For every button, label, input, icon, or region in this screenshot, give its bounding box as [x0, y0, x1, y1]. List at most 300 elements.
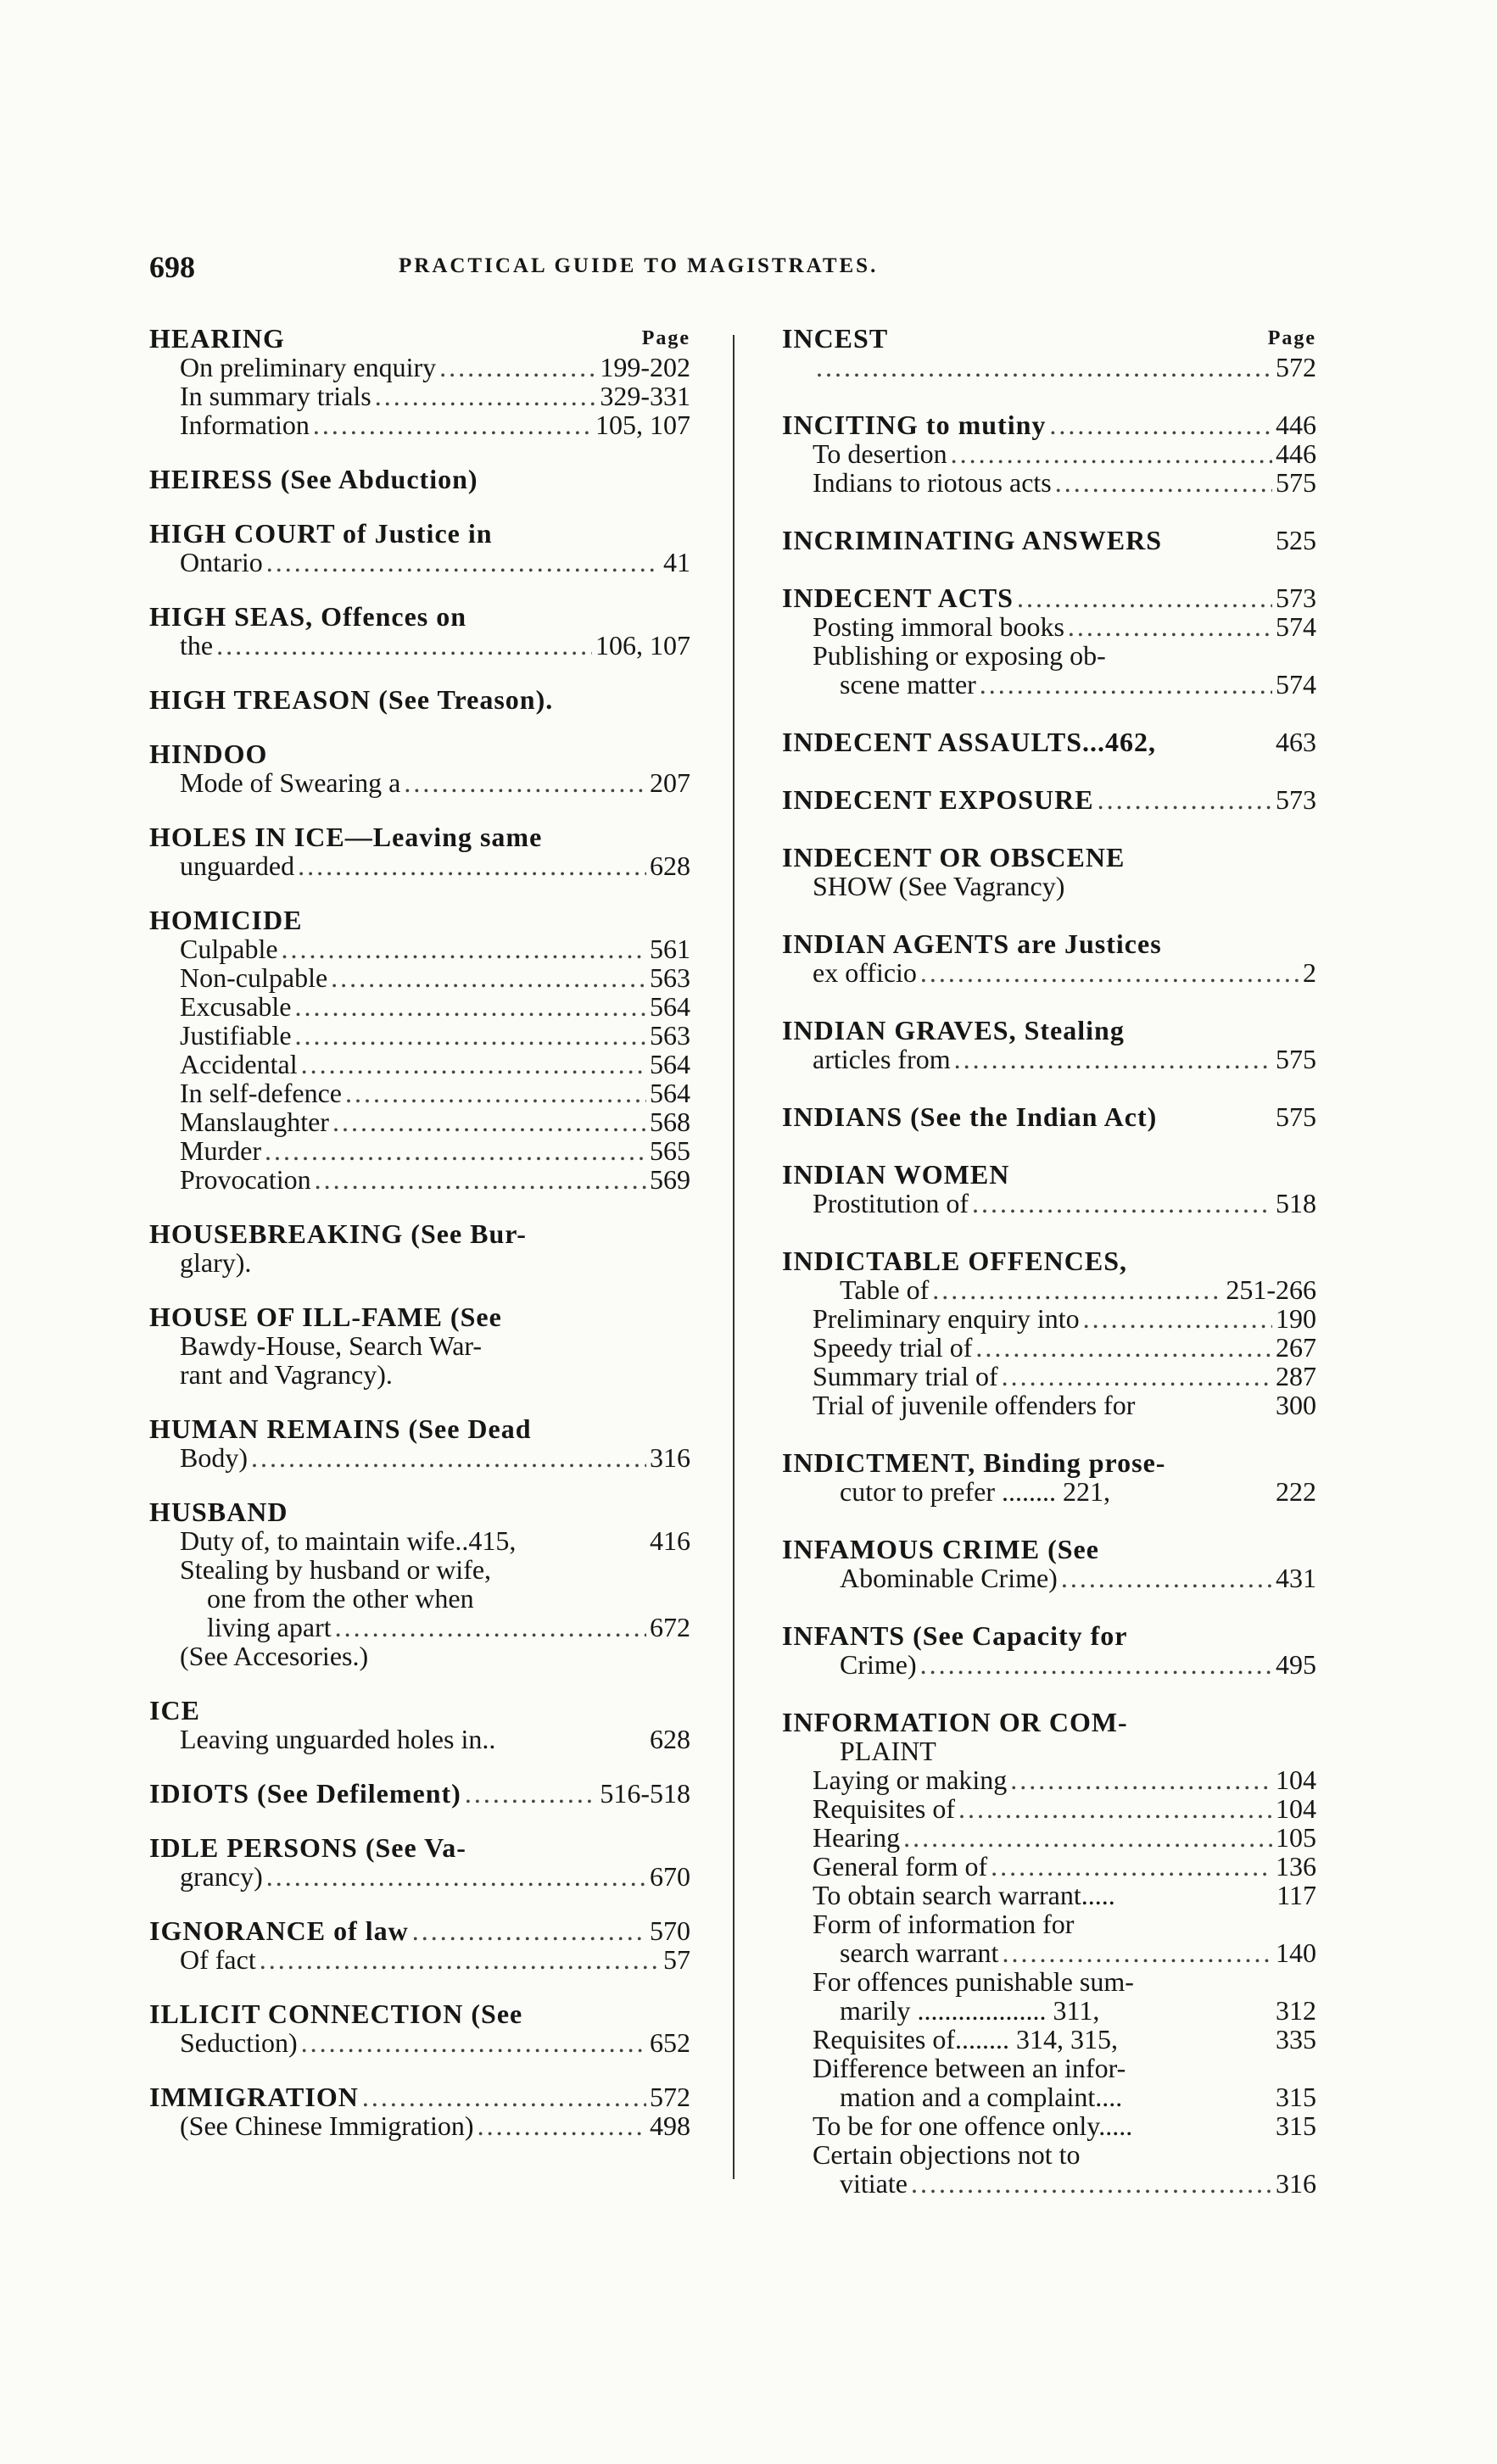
page-reference: 287 — [1276, 1361, 1316, 1391]
entry-text: INFANTS (See Capacity for — [782, 1620, 1128, 1651]
page-reference: 575 — [1276, 1101, 1316, 1132]
page-reference: 672 — [650, 1612, 690, 1642]
page-reference: 573 — [1276, 583, 1316, 613]
entry-subline — [782, 1794, 1316, 1823]
page-reference: 57 — [663, 1944, 690, 1975]
index-entry — [149, 519, 690, 577]
page-reference: 572 — [1276, 352, 1316, 382]
entry-subline — [782, 2054, 1316, 2082]
page-reference: 563 — [650, 962, 690, 993]
entry-text: Non-culpable — [180, 962, 328, 993]
index-entry — [149, 465, 690, 493]
entry-text: ILLICIT CONNECTION (See — [149, 1999, 523, 2029]
entry-subline — [782, 1275, 1316, 1304]
page-reference: 335 — [1276, 2024, 1316, 2054]
page-reference: 568 — [650, 1107, 690, 1137]
entry-subline — [149, 548, 690, 577]
entry-text: (See Accesories.) — [180, 1641, 369, 1671]
entry-text: Crime) — [840, 1649, 917, 1680]
entry-heading — [782, 1160, 1316, 1189]
entry-subline — [149, 1331, 690, 1360]
entry-text: Laying or making — [813, 1764, 1008, 1795]
entry-heading — [149, 1916, 690, 1945]
dot-leader — [266, 1862, 646, 1891]
entry-subline — [782, 1765, 1316, 1794]
entry-subline — [782, 1823, 1316, 1852]
entry-text: INDECENT ACTS — [782, 583, 1014, 613]
dot-leader — [295, 1021, 646, 1050]
page-reference: 105 — [1276, 1822, 1316, 1853]
page-reference: 416 — [650, 1525, 690, 1556]
dot-leader — [335, 1613, 646, 1642]
page-reference: 104 — [1276, 1764, 1316, 1795]
entry-text: (See Chinese Immigration) — [180, 2110, 474, 2141]
page-reference: 575 — [1276, 467, 1316, 498]
entry-subline — [782, 1852, 1316, 1881]
entry-heading — [782, 1016, 1316, 1045]
entry-subline — [782, 958, 1316, 987]
entry-subline — [149, 2111, 690, 2140]
dot-leader — [375, 382, 597, 410]
page-column-label: Page — [1267, 327, 1316, 349]
dot-leader — [1083, 1304, 1272, 1333]
entry-subline — [782, 1881, 1316, 1909]
page-reference: 300 — [1276, 1390, 1316, 1420]
page-reference: 498 — [650, 2110, 690, 2141]
entry-heading — [149, 2082, 690, 2111]
entry-text: Trial of juvenile offenders for — [813, 1390, 1136, 1420]
dot-leader — [920, 1650, 1272, 1679]
entry-subline — [782, 1737, 1316, 1765]
page-reference: 267 — [1276, 1332, 1316, 1363]
dot-leader — [932, 1275, 1222, 1304]
dot-leader — [260, 1945, 660, 1974]
page-reference: 564 — [650, 1049, 690, 1079]
dot-leader — [1098, 785, 1272, 814]
dot-leader — [1017, 583, 1272, 612]
page-reference: 106, 107 — [595, 630, 690, 661]
entry-text: Summary trial of — [813, 1361, 998, 1391]
page-reference: 516-518 — [600, 1778, 690, 1809]
entry-heading — [149, 519, 690, 548]
entry-subline — [149, 1526, 690, 1555]
entry-text: Certain objections not to — [813, 2139, 1081, 2170]
page-reference: 2 — [1303, 957, 1316, 988]
page-reference: 495 — [1276, 1649, 1316, 1680]
entry-text: Difference between an infor- — [813, 2053, 1126, 2083]
entry-heading — [782, 583, 1316, 612]
page-reference: 573 — [1276, 784, 1316, 815]
entry-text: Manslaughter — [180, 1107, 329, 1137]
page-reference: 525 — [1276, 525, 1316, 555]
entry-heading — [782, 785, 1316, 814]
index-entry — [149, 1219, 690, 1277]
entry-text: Excusable — [180, 991, 292, 1022]
entry-subline — [149, 934, 690, 963]
entry-text: cutor to prefer ........ 221, — [840, 1476, 1111, 1507]
entry-subline — [149, 1725, 690, 1753]
entry-text: vitiate — [840, 2168, 908, 2199]
entry-subline — [782, 1045, 1316, 1073]
entry-subline — [782, 468, 1316, 497]
entry-heading — [149, 1414, 690, 1443]
entry-text: Stealing by husband or wife, — [180, 1554, 492, 1585]
dot-leader — [975, 1333, 1272, 1362]
entry-text: HUSBAND — [149, 1497, 288, 1527]
dot-leader — [954, 1045, 1272, 1073]
entry-text: Requisites of........ 314, 315, — [813, 2024, 1118, 2054]
entry-subline — [149, 768, 690, 797]
dot-leader — [1002, 1362, 1272, 1391]
entry-subline — [782, 1938, 1316, 1967]
entry-heading — [149, 1219, 690, 1248]
page-reference: 564 — [650, 1078, 690, 1108]
entry-text: ex officio — [813, 957, 917, 988]
page-number: 698 — [149, 250, 195, 284]
page-reference: 574 — [1276, 669, 1316, 700]
index-entry — [149, 1779, 690, 1808]
entry-text: mation and a complaint.... — [840, 2082, 1123, 2112]
page-reference: 569 — [650, 1164, 690, 1195]
dot-leader — [980, 670, 1272, 699]
entry-subline — [149, 1165, 690, 1194]
dot-leader — [958, 1794, 1272, 1823]
entry-text: HEIRESS (See Abduction) — [149, 464, 478, 494]
page-reference: 207 — [650, 767, 690, 798]
dot-leader — [315, 1165, 646, 1194]
dot-leader — [332, 1107, 646, 1136]
dot-leader — [331, 963, 646, 992]
page-reference: 251-266 — [1226, 1274, 1316, 1305]
index-entry — [149, 685, 690, 714]
index-entry — [149, 1999, 690, 2057]
dot-leader — [265, 1136, 646, 1165]
index-entry — [782, 1102, 1316, 1131]
index-entry — [782, 583, 1316, 699]
index-entry — [149, 602, 690, 660]
page-column-label: Page — [641, 327, 690, 349]
entry-subline — [782, 670, 1316, 699]
entry-subline — [149, 1248, 690, 1277]
entry-text: living apart — [207, 1612, 332, 1642]
entry-subline — [782, 1564, 1316, 1592]
entry-text: IMMIGRATION — [149, 2082, 359, 2112]
dot-leader — [1068, 612, 1272, 641]
page-reference: 628 — [650, 850, 690, 881]
index-entry — [149, 822, 690, 880]
page-reference: 670 — [650, 1861, 690, 1892]
entry-text: Provocation — [180, 1164, 311, 1195]
entry-text: Duty of, to maintain wife..415, — [180, 1525, 517, 1556]
index-entry — [149, 2082, 690, 2140]
page-reference: 431 — [1276, 1563, 1316, 1593]
page-reference: 199-202 — [600, 352, 690, 382]
entry-heading — [782, 1246, 1316, 1275]
page-reference: 563 — [650, 1020, 690, 1051]
dot-leader — [412, 1916, 646, 1945]
running-head: PRACTICAL GUIDE TO MAGISTRATES. — [399, 254, 879, 277]
entry-text: HINDOO — [149, 739, 268, 769]
entry-subline — [149, 1136, 690, 1165]
entry-heading — [149, 465, 690, 493]
index-entry — [782, 1448, 1316, 1506]
entry-text: INDECENT ASSAULTS...462, — [782, 727, 1157, 757]
entry-subline — [782, 1333, 1316, 1362]
entry-text: Justifiable — [180, 1020, 292, 1051]
entry-subline — [782, 2111, 1316, 2140]
index-entry — [782, 1535, 1316, 1592]
dot-leader — [362, 2082, 646, 2111]
entry-text: Of fact — [180, 1944, 256, 1975]
entry-text: Accidental — [180, 1049, 298, 1079]
entry-text: Hearing — [813, 1822, 901, 1853]
entry-text: INFORMATION OR COM- — [782, 1707, 1128, 1737]
entry-subline — [782, 1391, 1316, 1419]
entry-text: HIGH SEAS, Offences on — [149, 601, 467, 632]
page-reference: 329-331 — [600, 381, 690, 411]
entry-text: To obtain search warrant..... — [813, 1880, 1115, 1910]
entry-text: INDIAN GRAVES, Stealing — [782, 1015, 1125, 1045]
dot-leader — [991, 1852, 1272, 1881]
dot-leader — [972, 1189, 1272, 1218]
page-reference: 628 — [650, 1724, 690, 1754]
entry-subline — [782, 1909, 1316, 1938]
entry-text: Prostitution of — [813, 1188, 969, 1218]
entry-subline — [149, 1613, 690, 1642]
entry-subline — [149, 1050, 690, 1079]
entry-heading — [149, 1833, 690, 1862]
entry-subline — [149, 963, 690, 992]
index-entry — [149, 324, 690, 439]
entry-text: marily ................... 311, — [840, 1995, 1100, 2026]
entry-subline — [782, 2025, 1316, 2054]
entry-heading — [782, 324, 1316, 353]
entry-subline — [149, 1584, 690, 1613]
entry-subline — [782, 353, 1316, 382]
entry-subline — [149, 2028, 690, 2057]
entry-heading — [149, 1497, 690, 1526]
entry-heading — [149, 685, 690, 714]
entry-subline — [149, 1555, 690, 1584]
dot-leader — [911, 2169, 1272, 2198]
entry-text: Mode of Swearing a — [180, 767, 401, 798]
entry-text: HOLES IN ICE—Leaving same — [149, 822, 543, 852]
entry-text: Murder — [180, 1135, 261, 1166]
page-reference: 190 — [1276, 1303, 1316, 1334]
entry-subline — [149, 1945, 690, 1974]
entry-subline — [782, 1362, 1316, 1391]
dot-leader — [251, 1443, 646, 1472]
index-entry — [782, 410, 1316, 497]
dot-leader — [478, 2111, 646, 2140]
dot-leader — [345, 1079, 646, 1107]
entry-heading — [782, 1535, 1316, 1564]
entry-heading — [782, 1448, 1316, 1477]
entry-heading — [782, 843, 1316, 872]
index-entry — [782, 929, 1316, 987]
entry-subline — [149, 410, 690, 439]
dot-leader — [1061, 1564, 1272, 1592]
page-reference: 315 — [1276, 2110, 1316, 2141]
entry-text: HIGH TREASON (See Treason). — [149, 684, 554, 715]
entry-text: Speedy trial of — [813, 1332, 973, 1363]
page-reference: 575 — [1276, 1044, 1316, 1074]
entry-subline — [149, 1021, 690, 1050]
entry-subline — [149, 353, 690, 382]
entry-text: INDECENT OR OBSCENE — [782, 842, 1126, 872]
entry-text: To be for one offence only..... — [813, 2110, 1133, 2141]
entry-subline — [782, 1477, 1316, 1506]
entry-text: Table of — [840, 1274, 930, 1305]
page-reference: 104 — [1276, 1793, 1316, 1824]
entry-subline — [782, 2169, 1316, 2198]
entry-text: INDICTMENT, Binding prose- — [782, 1447, 1166, 1478]
dot-leader — [1049, 410, 1272, 439]
entry-text: For offences punishable sum- — [813, 1966, 1134, 1997]
page-reference: 574 — [1276, 611, 1316, 642]
entry-heading — [149, 739, 690, 768]
entry-text: the — [180, 630, 214, 661]
page-reference: 41 — [663, 547, 690, 577]
entry-text: On preliminary enquiry — [180, 352, 437, 382]
entry-text: Culpable — [180, 934, 278, 964]
entry-subline — [149, 1443, 690, 1472]
entry-heading — [782, 727, 1316, 756]
entry-subline — [149, 1079, 690, 1107]
index-entry — [149, 1497, 690, 1670]
entry-text: INDICTABLE OFFENCES, — [782, 1246, 1128, 1276]
entry-heading — [149, 1302, 690, 1331]
dot-leader — [301, 2028, 646, 2057]
page-reference: 572 — [650, 2082, 690, 2112]
index-entry — [782, 1621, 1316, 1679]
dot-leader — [903, 1823, 1272, 1852]
entry-heading — [149, 1696, 690, 1725]
entry-text: Requisites of — [813, 1793, 955, 1824]
entry-text: HOUSEBREAKING (See Bur- — [149, 1218, 527, 1249]
entry-heading — [149, 822, 690, 851]
page-reference: 446 — [1276, 410, 1316, 440]
entry-text: Posting immoral books — [813, 611, 1064, 642]
entry-text: unguarded — [180, 850, 295, 881]
index-entry — [149, 1414, 690, 1472]
entry-text: INDIAN WOMEN — [782, 1159, 1010, 1190]
page-reference: 105, 107 — [595, 410, 690, 440]
dot-leader — [1002, 1938, 1272, 1967]
entry-subline — [149, 992, 690, 1021]
index-entry — [149, 1696, 690, 1753]
entry-text: Form of information for — [813, 1909, 1075, 1939]
entry-text: HOMICIDE — [149, 905, 303, 935]
page-reference: 117 — [1276, 1880, 1316, 1910]
dot-leader — [951, 439, 1272, 468]
entry-subline — [149, 1360, 690, 1389]
index-entry — [782, 785, 1316, 814]
entry-heading — [782, 1621, 1316, 1650]
entry-text: HIGH COURT of Justice in — [149, 518, 493, 549]
entry-heading — [149, 906, 690, 934]
index-entry — [782, 1708, 1316, 2198]
entry-subline — [149, 631, 690, 660]
index-entry — [149, 1833, 690, 1891]
entry-text: INCRIMINATING ANSWERS — [782, 525, 1163, 555]
entry-heading — [782, 410, 1316, 439]
entry-text: one from the other when — [207, 1583, 474, 1614]
entry-text: INCITING to mutiny — [782, 410, 1047, 440]
index-entry — [782, 324, 1316, 382]
page-reference: 463 — [1276, 727, 1316, 757]
page-reference: 446 — [1276, 438, 1316, 469]
entry-subline — [782, 1189, 1316, 1218]
page-reference: 222 — [1276, 1476, 1316, 1507]
entry-heading — [782, 526, 1316, 555]
dot-leader — [816, 353, 1272, 382]
index-entry — [149, 1302, 690, 1389]
entry-text: Leaving unguarded holes in.. — [180, 1724, 496, 1754]
entry-text: INFAMOUS CRIME (See — [782, 1534, 1099, 1564]
entry-text: In self-defence — [180, 1078, 342, 1108]
entry-subline — [149, 382, 690, 410]
index-entry — [782, 526, 1316, 555]
dot-leader — [282, 934, 646, 963]
index-entry — [782, 727, 1316, 756]
page-reference: 315 — [1276, 2082, 1316, 2112]
entry-subline — [782, 2082, 1316, 2111]
page-reference: 316 — [650, 1442, 690, 1473]
entry-text: scene matter — [840, 669, 976, 700]
entry-heading — [149, 324, 690, 353]
page-reference: 652 — [650, 2027, 690, 2058]
entry-text: Bawdy-House, Search War- — [180, 1330, 483, 1361]
index-entry — [149, 906, 690, 1194]
entry-heading — [782, 1708, 1316, 1737]
entry-text: Information — [180, 410, 310, 440]
dot-leader — [216, 631, 592, 660]
entry-text: Publishing or exposing ob- — [813, 640, 1106, 671]
entry-text: Indians to riotous acts — [813, 467, 1052, 498]
index-entry — [782, 1016, 1316, 1073]
dot-leader — [920, 958, 1299, 987]
dot-leader — [295, 992, 647, 1021]
entry-text: HOUSE OF ILL-FAME (See — [149, 1302, 502, 1332]
dot-leader — [1055, 468, 1272, 497]
entry-text: PLAINT — [840, 1736, 936, 1766]
entry-text: ICE — [149, 1695, 200, 1725]
entry-text: Preliminary enquiry into — [813, 1303, 1080, 1334]
entry-text: General form of — [813, 1851, 988, 1881]
entry-heading — [149, 602, 690, 631]
column-divider — [733, 335, 735, 2179]
dot-leader — [1010, 1765, 1272, 1794]
index-entry — [782, 1246, 1316, 1419]
index-entry — [149, 1916, 690, 1974]
dot-leader — [266, 548, 660, 577]
dot-leader — [301, 1050, 646, 1079]
page-reference: 316 — [1276, 2168, 1316, 2199]
entry-subline — [149, 1862, 690, 1891]
dot-leader — [298, 851, 646, 880]
entry-heading — [782, 1102, 1316, 1131]
index-entry — [782, 843, 1316, 900]
index-column-left — [149, 324, 690, 2166]
entry-text: IDLE PERSONS (See Va- — [149, 1832, 466, 1863]
entry-text: Ontario — [180, 547, 263, 577]
entry-text: articles from — [813, 1044, 951, 1074]
page-reference: 564 — [650, 991, 690, 1022]
entry-text: IDIOTS (See Defilement) — [149, 1778, 461, 1809]
page-reference: 518 — [1276, 1188, 1316, 1218]
entry-subline — [782, 641, 1316, 670]
